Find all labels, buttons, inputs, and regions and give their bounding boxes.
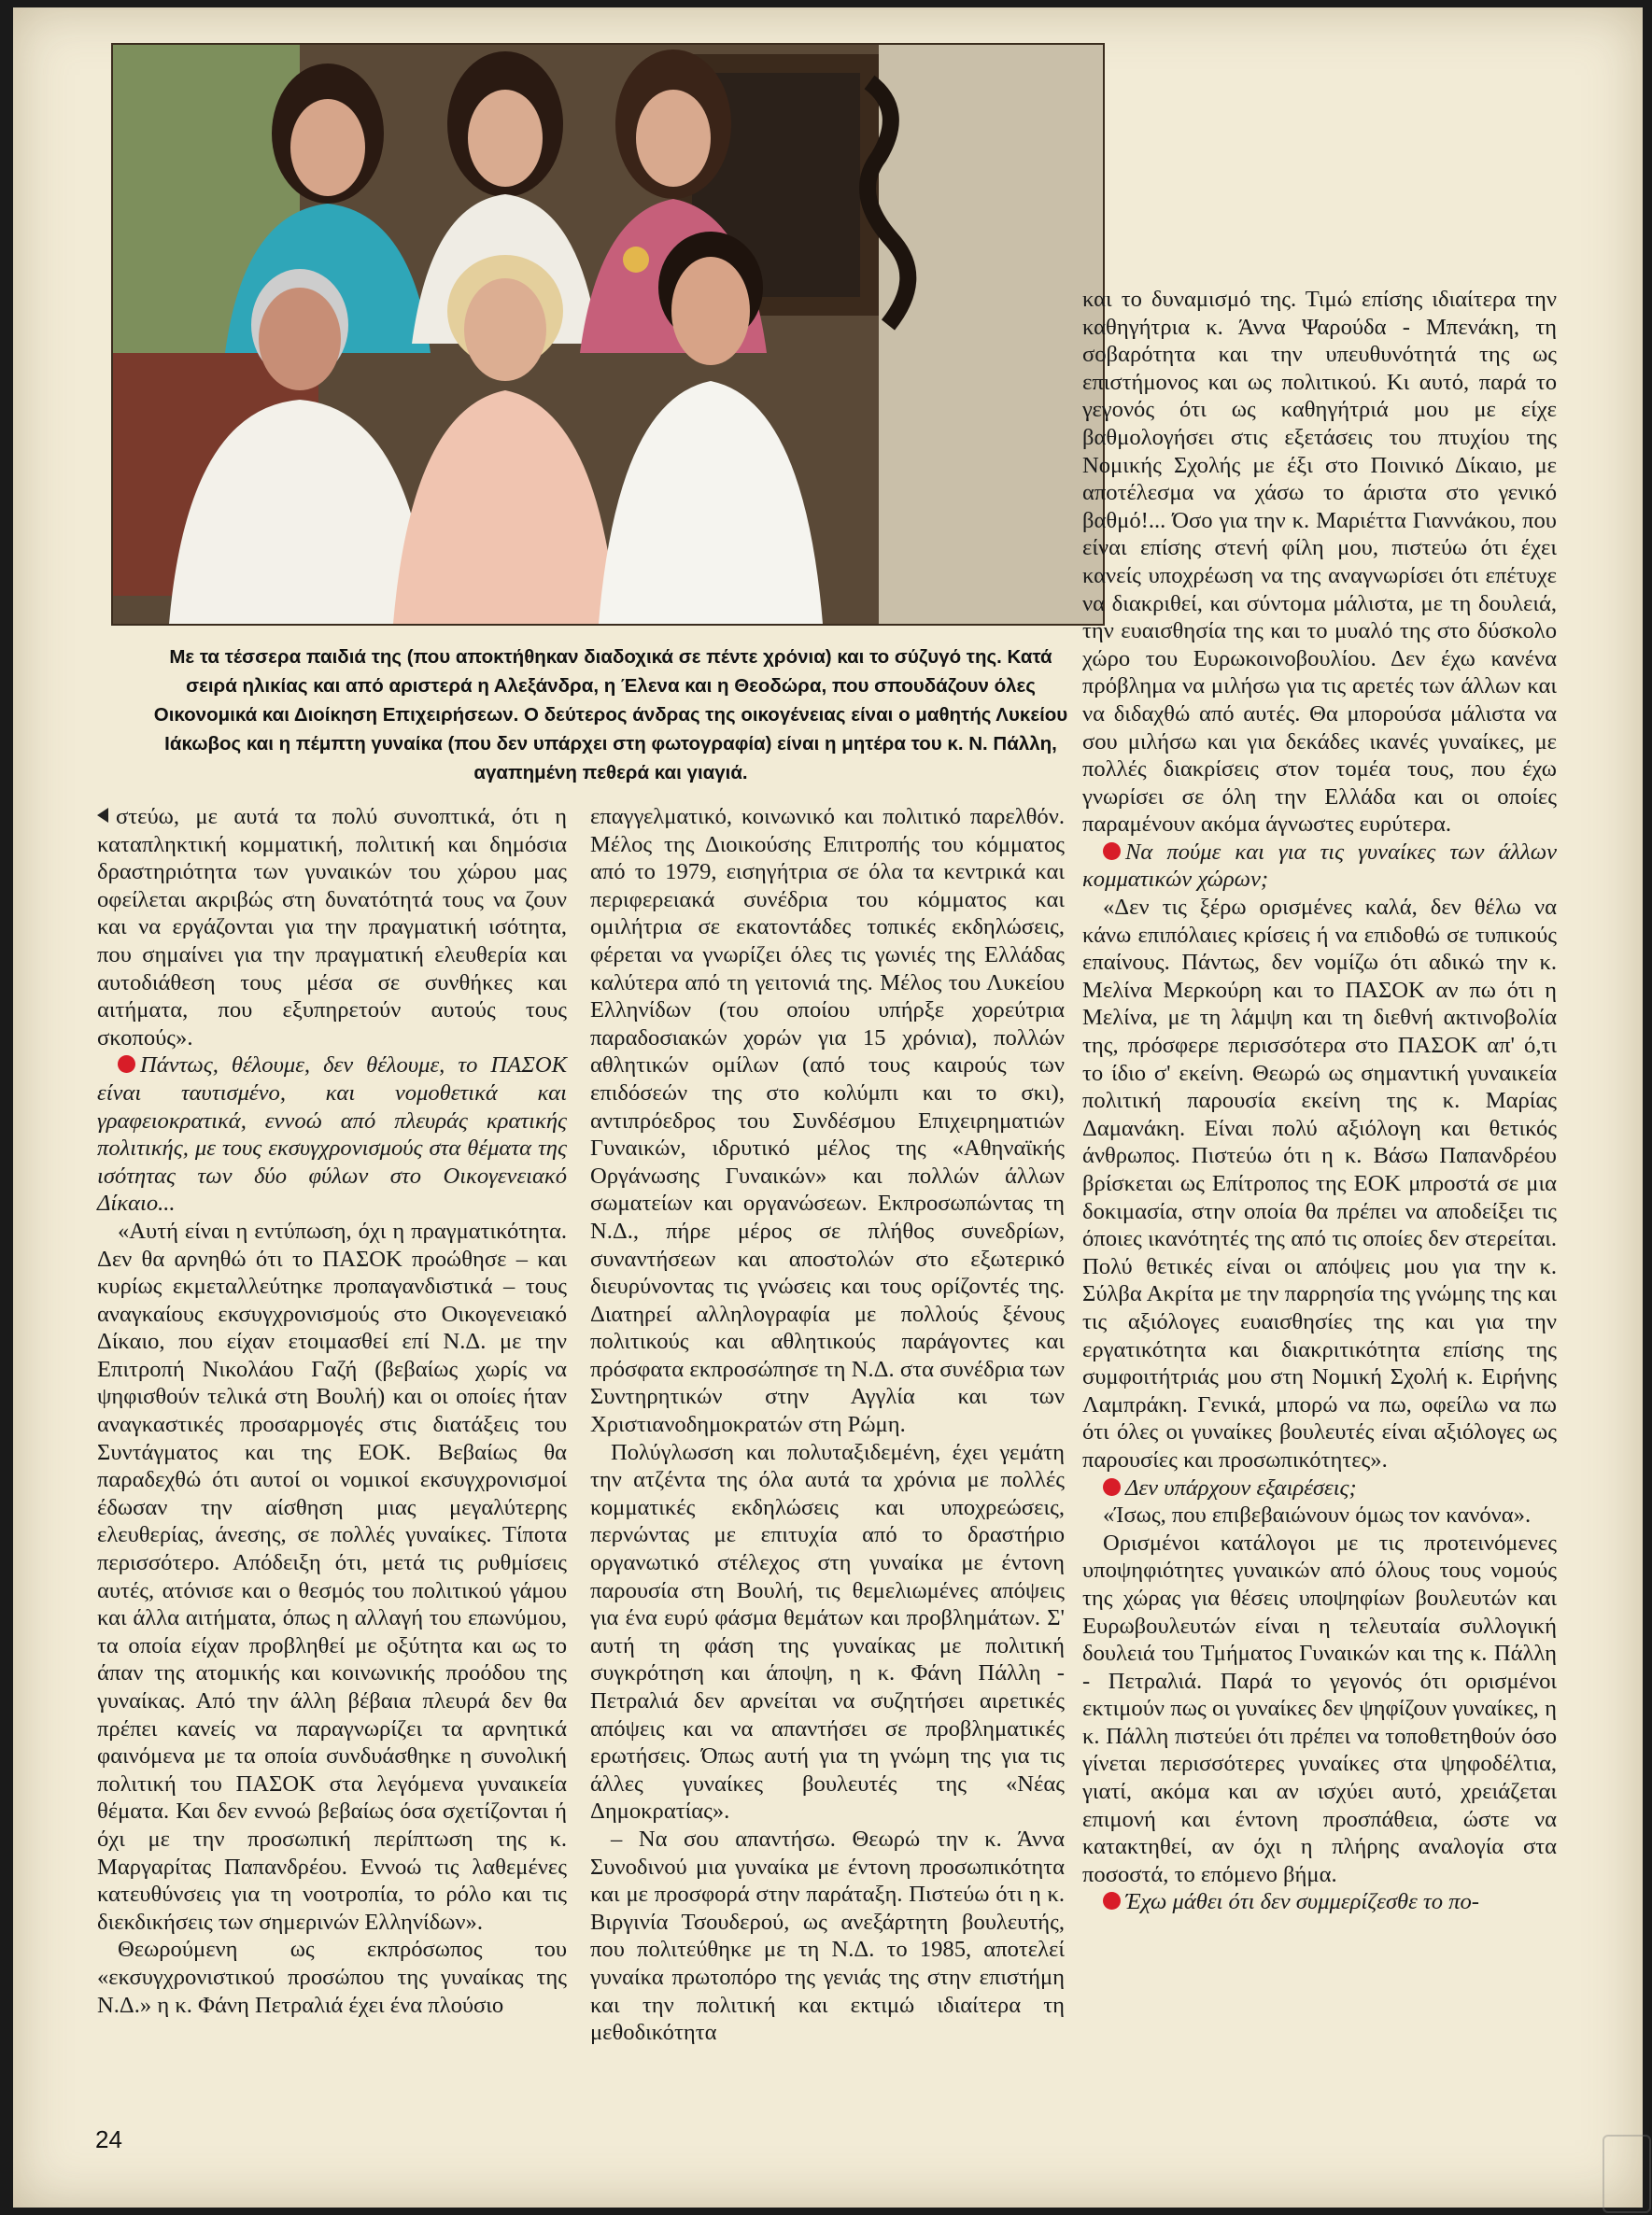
paragraph (1082, 894, 1557, 1474)
paragraph-text: στεύω, με αυτά τα πολύ συνοπτικά, ότι η καταπληκτική κομματική, πολιτική και δημόσια δραστηριότητα των γυναικών του χώρου μας οφείλεται ακριβώς στη δυνατότητά τους να ζουν και να εργάζονται για την πραγματική ισότητα, που σημαίνει για την πραγματική ελευθερία και αυτοδιάθεση τους μέσα σε συνθήκες και αιτήματα, που εξυπηρετούν αυτούς τους σκοπούς». (97, 804, 567, 1051)
paragraph-text: «Αυτή είναι η εντύπωση, όχι η πραγματικότητα. Δεν θα αρνηθώ ότι το ΠΑΣΟΚ προώθησε – και κυρίως εκμεταλλεύτηκε προπαγανδιστικά – τους αναγκαίους εκσυγχρονισμούς στο Οικογενειακό Δίκαιο, που είχαν ετοιμασθεί επί Ν.Δ. με την Επιτροπή Νικολάου Γαζή (βεβαίως χωρίς να ψηφισθούν τελικά στη Βουλή) και οι οποίες ήταν αναγκαστικές προσαρμογές στις διατάξεις του Συντάγματος και της ΕΟΚ. Βεβαίως θα παραδεχθώ ότι αυτοί οι νομικοί εκσυγχρονισμοί έδωσαν την αίσθηση μιας μεγαλύτερης ελευθερίας, άνεσης, σε πολλές γυναίκες. Τίποτα περισσότερο. Απόδειξη ότι, μετά τις ρυθμίσεις αυτές, ατόνισε και ο θεσμός του πολιτικού γάμου και άλλα αιτήματα, όπως η αλλαγή του επωνύμου, τα οποία είχαν προβληθεί με οξύτητα και ως το άπαν της ατομικής και κοινωνικής προόδου της γυναίκας. Από την άλλη βέβαια πλευρά δεν θα πρέπει κανείς να παραγνωρίζει τα αρνητικά φαινόμενα με τα οποία συνδυάσθηκε η συνολική πολιτική του ΠΑΣΟΚ στα λεγόμενα γυναικεία θέματα. Και δεν εννοώ βεβαίως όσα σχετίζονται ή όχι με την προσωπική περίπτωση της κ. Μαργαρίτας Παπανδρέου. Εννοώ τις λαθεμένες κατευθύνσεις για τη νοοτροπία, το ρόλο και τις διεκδικήσεις των σημερινών Ελληνίδων». (97, 1218, 567, 1935)
paragraph-text: «Δεν τις ξέρω ορισμένες καλά, δεν θέλω να κάνω επιπόλαιες κρίσεις ή να επιδοθώ σε τυπικούς επαίνους. Πάντως, δεν νομίζω ότι αδικώ την κ. Μελίνα Μερκούρη και το ΠΑΣΟΚ αν πω ότι η Μελίνα, με τη λάμψη και τη διεθνή ακτινοβολία της, πρόσφερε περισσότερα στο ΠΑΣΟΚ απ' ό,τι το ίδιο σ' εκείνη. Θεωρώ ως σημαντική γυναικεία πολιτική παρουσία εκείνη της κ. Μαρίας Δαμανάκη. Είναι πολύ αξιόλογη και θετικός άνθρωπος. Πιστεύω ότι η κ. Βάσω Παπανδρέου βρίσκεται ως Επίτροπος της ΕΟΚ μπροστά σε μια δοκιμασία, στην οποία θα πρέπει να αποδείξει τις όποιες ικανότητές της από τις οποίες δεν στερείται. Πολύ θετικές είναι οι απόψεις μου για την κ. Σύλβα Ακρίτα με την παρρησία της γνώμης της και τις αξιόλογες ευαισθησίες της και για την εργατικότητα και διακριτικότητα επίσης της συμφοιτήτριάς μου στη Νομική Σχολή κ. Ειρήνης Λαμπράκη. Γενικά, μπορώ να πω, οφείλω να πω ότι όλες οι γυναίκες βουλευτές είναι αξιόλογες ως παρουσίες και προσωπικότητες». (1082, 895, 1557, 1473)
paragraph-text: Θεωρούμενη ως εκπρόσωπος του «εκσυγχρονιστικού προσώπου της γυναίκας της Ν.Δ.» η κ. Φάνη Πετραλιά έχει ένα πλούσιο (97, 1937, 567, 2018)
paragraph-text: «Ίσως, που επιβεβαιώνουν όμως τον κανόνα». (1103, 1503, 1532, 1529)
paragraph (1082, 286, 1557, 839)
paragraph (97, 803, 567, 1051)
paragraph-text: – Να σου απαντήσω. Θεωρώ την κ. Άννα Συνοδινού μια γυναίκα με έντονη προσωπικότητα και με προσφορά στην παράταξη. Πιστεύω ότι η κ. Βιργινία Τσουδερού, ως ανεξάρτητη βουλευτής, που πολιτεύθηκε με τη Ν.Δ. το 1985, αποτελεί γυναίκα πρωτοπόρο της γενιάς της στην επιστήμη και την πολιτική και εκτιμώ ιδιαίτερα τη μεθοδικότητα (590, 1826, 1065, 2046)
paragraph-text: Πολύγλωσση και πολυταξιδεμένη, έχει γεμάτη την ατζέντα της όλα αυτά τα χρόνια με πολλές κομματικές εκδηλώσεις και υποχρεώσεις, περνώντας με επιτυχία από το δραστήριο οργανωτικό στέλεχος στη γυναίκα με έντονη παρουσία στη Βουλή, τις θεμελιωμένες απόψεις για ένα ευρύ φάσμα θεμάτων και προβλημάτων. Σ' αυτή τη φάση της γυναίκας με πολιτική συγκρότηση και άποψη, η κ. Φάνη Πάλλη - Πετραλιά δεν αρνείται να συζητήσει αιρετικές απόψεις και να απαντήσει σε προβληματικές ερωτήσεις. Όπως αυτή για τη γνώμη της για τις άλλες γυναίκες βουλευτές της «Νέας Δημοκρατίας». (590, 1439, 1065, 1825)
red-bullet-icon (1103, 1892, 1121, 1910)
paragraph-text: επαγγελματικό, κοινωνικό και πολιτικό παρελθόν. Μέλος της Διοικούσης Επιτροπής του κόμματος από το 1979, εισηγήτρια σε όλα τα κεντρικά και περιφερειακά συνέδρια του κόμματος και ομιλήτρια σε εκατοντάδες τοπικές εκδηλώσεις, φέρεται να γνωρίζει όλες τις γωνιές της Ελλάδας καλύτερα από τη γειτονιά της. Μέλος του Λυκείου Ελληνίδων (του οποίου υπήρξε χορεύτρια παραδοσιακών χορών για 15 χρόνια), πολλών αθλητικών ομίλων (από τους καιρούς των επιδόσεών της στο κολύμπι και το σκι), αντιπρόεδρος του Συνδέσμου Επιχειρηματιών Γυναικών, ιδρυτικό μέλος της «Αθηναϊκής Οργάνωσης Γυναικών» και πολλών άλλων σωματείων και οργανώσεων. Εκπροσωπώντας τη Ν.Δ., πήρε μέρος σε πλήθος συνεδρίων, συναντήσεων και αποστολών στο εξωτερικό διευρύνοντας τις γνώσεις και τους ορίζοντές της. Διατηρεί αλληλογραφία με πολλούς ξένους πολιτικούς και αθλητικούς παράγοντες και πρόσφατα εκπροσώπησε τη Ν.Δ. στα συνέδρια των Συντηρητικών στην Αγγλία και των Χριστιανοδημοκρατών στη Ρώμη. (590, 804, 1065, 1438)
red-bullet-icon (118, 1055, 135, 1073)
column-1 (97, 803, 567, 2019)
paragraph-text: Ορισμένοι κατάλογοι με τις προτεινόμενες υποψηφιότητες γυναικών από όλους τους νομούς της χώρας για θέσεις υποψηφίων βουλευτών και Ευρωβουλευτών είναι η τελευταία συλλογική δουλειά του Τμήματος Γυναικών και της κ. Πάλλη - Πετραλιά. Παρά το γεγονός ότι ορισμένοι εκτιμούν πως οι γυναίκες δεν ψηφίζουν γυναίκες, η κ. Πάλλη πιστεύει ότι πρέπει να τοποθετηθούν όσο γίνεται περισσότερες γυναίκες στα ψηφοδέλτια, γιατί, ακόμα και αν ισχύει αυτό, χρειάζεται επιμονή και έντονη προσπάθεια, ώστε να κατακτηθεί, αν όχι η πλήρης αναλογία στα ποσοστά, το επόμενο βήμα. (1082, 1530, 1557, 1887)
paragraph (1082, 1530, 1557, 1889)
archive-stamp-icon (1603, 2135, 1651, 2213)
paragraph-text: Δεν υπάρχουν εξαιρέσεις; (1125, 1474, 1357, 1501)
interview-question (1082, 1888, 1557, 1916)
paragraph (590, 1826, 1065, 2047)
photo-caption: Με τα τέσσερα παιδιά της (που αποκτήθηκαν διαδοχικά σε πέντε χρόνια) και το σύζυγό της. Κατά σειρά ηλικίας και από αριστερά η Αλεξάνδρα, η Έλενα και η Θεοδώρα, που σπουδάζουν όλες Οικονομικά και Διοίκηση Επιχειρήσεων. Ο δεύτερος άνδρας της οικογένειας είναι ο μαθητής Λυκείου Ιάκωβος και η πέμπτη γυναίκα (που δεν υπάρχει στη φωτογραφία) είναι η μητέρα του κ. Ν. Πάλλη, αγαπημένη πεθερά και γιαγιά. (153, 646, 1068, 783)
paragraph (97, 1218, 567, 1936)
paragraph (590, 1439, 1065, 1826)
paragraph-text: Πάντως, θέλουμε, δεν θέλουμε, το ΠΑΣΟΚ είναι ταυτισμένο, και νομοθετικά και γραφειοκρατικά, εννοώ από πλευράς κρατικής πολιτικής, με τους εκσυγχρονισμούς στα θέματα της ισότητας των δύο φύλων στο Οικογενειακό Δίκαιο... (97, 1052, 567, 1217)
family-photo-icon (113, 45, 1103, 624)
interview-question (1082, 839, 1557, 894)
paragraph (590, 803, 1065, 1439)
column-2 (590, 803, 1065, 2047)
interview-question (97, 1051, 567, 1218)
page-number: 24 (95, 2125, 122, 2153)
paragraph (1082, 1502, 1557, 1530)
family-photo (111, 43, 1105, 626)
paragraph (97, 1936, 567, 2019)
continued-arrow-icon (97, 808, 108, 823)
column-3 (1082, 286, 1557, 1916)
paragraph-text: Να πούμε και για τις γυναίκες των άλλων κομματικών χώρων; (1082, 839, 1557, 893)
interview-question (1082, 1474, 1557, 1503)
magazine-page (13, 7, 1643, 2208)
paragraph-text: και το δυναμισμό της. Τιμώ επίσης ιδιαίτερα την καθηγήτρια κ. Άννα Ψαρούδα - Μπενάκη, τη σοβαρότητα και την υπευθυνότητά της ως επιστήμονος και ως πολιτικού. Κι αυτό, παρά το γεγονός ότι ως καθηγήτριά μου με είχε βαθμολογήσει στις εξετάσεις του πτυχίου της Νομικής Σχολής με έξι στο Ποινικό Δίκαιο, με αποτέλεσμα να χάσω το άριστα στο γενικό βαθμό!... Όσο για την κ. Μαριέττα Γιαννάκου, που είναι επίσης στενή φίλη μου, πιστεύω ότι έχει κανείς υποχρέωση να της αναγνωρίσει ότι επέτυχε να διακριθεί, και σύντομα μάλιστα, με τη δουλειά, την ευαισθησία της και το μυαλό της στο δύσκολο χώρο του Ευρωκοινοβουλίου. Δεν έχω κανένα πρόβλημα να μιλήσω για τις αρετές των άλλων και να διδαχθώ από αυτές. Θα μπορούσα μάλιστα να σου μιλήσω και για δεκάδες ικανές γυναίκες, με πολλές διακρίσεις στον τομέα τους, που έχω γνωρίσει σε όλη την Ελλάδα και οι οποίες παραμένουν ακόμα άγνωστες ευρύτερα. (1082, 287, 1557, 838)
red-bullet-icon (1103, 842, 1121, 860)
red-bullet-icon (1103, 1478, 1121, 1496)
paragraph-text: Έχω μάθει ότι δεν συμμερίζεσθε το πο- (1125, 1889, 1479, 1915)
